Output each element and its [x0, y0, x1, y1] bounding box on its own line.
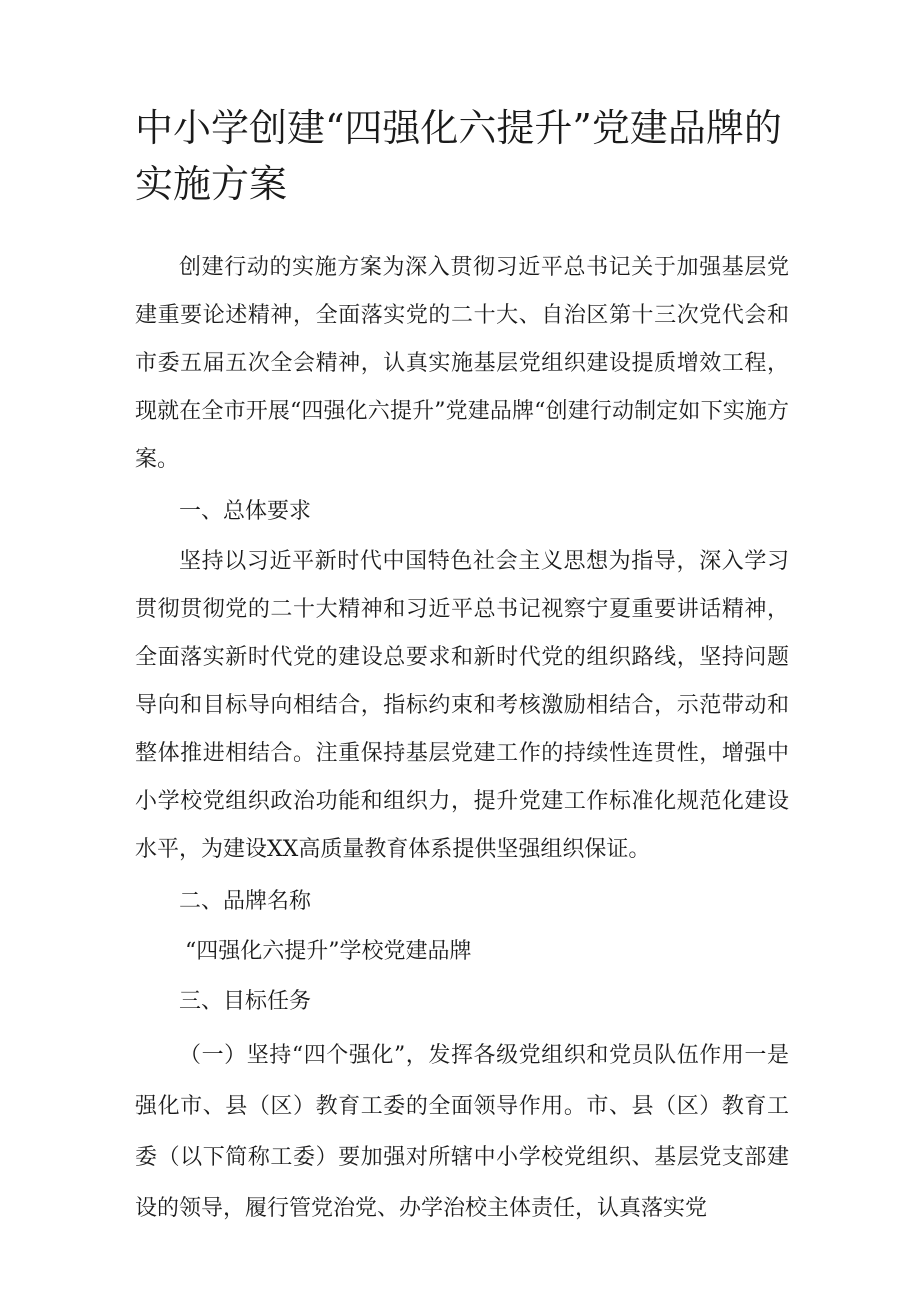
document-title: 中小学创建“四强化六提升”党建品牌的实施方案 [135, 106, 782, 206]
section-heading-general-requirements: 一、总体要求 [179, 499, 312, 524]
section-heading-goals-tasks: 三、目标任务 [179, 989, 312, 1014]
goals-tasks-paragraph: （一）坚持“四个强化”，发挥各级党组织和党员队伍作用一是强化市、县（区）教育工委的全面领导作用。市、县（区）教育工委（以下简称工委）要加强对所辖中小学校党组织、基层党支部建设的领导，履行管党治党、办学治校主体责任，认真落实党 [135, 1043, 789, 1221]
document-body [135, 244, 789, 1234]
intro-paragraph: 创建行动的实施方案为深入贯彻习近平总书记关于加强基层党建重要论述精神，全面落实党的二十大、自治区第十三次党代会和市委五届五次全会精神，认真实施基层党组织建设提质增效工程，现就在全市开展“四强化六提升”党建品牌“创建行动制定如下实施方案。 [135, 255, 789, 472]
general-requirements-paragraph: 坚持以习近平新时代中国特色社会主义思想为指导，深入学习贯彻贯彻党的二十大精神和习近平总书记视察宁夏重要讲话精神，全面落实新时代党的建设总要求和新时代党的组织路线，坚持问题导向和目标导向相结合，指标约束和考核激励相结合，示范带动和整体推进相结合。注重保持基层党建工作的持续性连贯性，增强中小学校党组织政治功能和组织力，提升党建工作标准化规范化建设水平，为建设XX高质量教育体系提供坚强组织保证。 [135, 549, 789, 862]
section-heading-brand-name: 二、品牌名称 [179, 889, 312, 914]
brand-name-paragraph: “四强化六提升”学校党建品牌 [185, 939, 472, 964]
